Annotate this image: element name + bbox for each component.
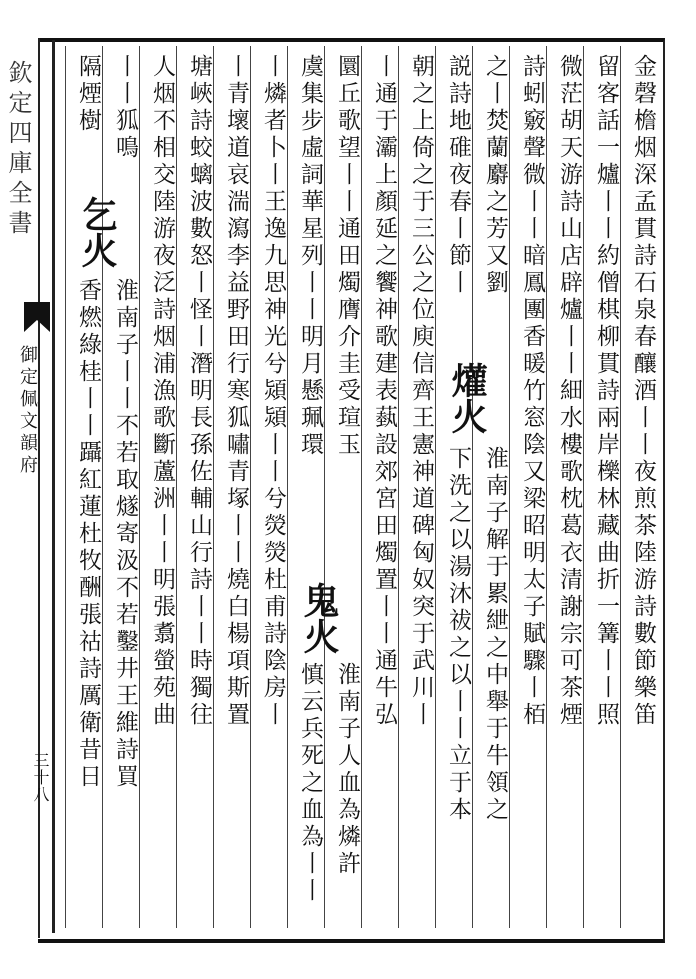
book-title: 御定佩文韻府 [17, 345, 38, 477]
column-text: 朝之上倚之于三公之位庾信齊王憲神道碑匈奴突于武川丨 [408, 54, 434, 729]
text-column [213, 46, 254, 928]
text-column [583, 46, 624, 928]
column-text: 丨燐者卜丨王逸九思神光兮熲熲丨丨兮熒熒杜甫詩陰房丨 [260, 54, 286, 729]
column-text: 下洗之以湯沐祓之以丨丨立于本 [445, 446, 471, 824]
column-text: 隔煙樹 [75, 54, 101, 135]
column-text: 圜丘歌望丨丨通田燭膺介圭受瑄玉 [334, 54, 360, 459]
column-text: 塘峽詩蛟螭波數怒丨怪丨潛明長孫佐輔山行詩丨丨時獨往 [186, 54, 212, 729]
column-text: 人烟不相交陸游夜泛詩烟浦漁歌斷蘆洲丨丨明張翥螢苑曲 [149, 54, 175, 729]
column-text: 慎云兵死之血為丨丨 [297, 662, 323, 905]
column-text: 留客話一爐丨丨約僧棋柳貫詩兩岸櫟林藏曲折一篝丨丨照 [593, 54, 619, 729]
text-column [361, 46, 402, 928]
column-text: 香燃綠桂丨丨躡紅蓮杜牧酬張祜詩厲衛昔日 [75, 278, 101, 791]
column-text: 金磬檐烟深孟貫詩石泉春釀酒丨丨夜煎茶陸游詩數節樂笛 [630, 54, 656, 729]
text-column [176, 46, 217, 928]
inner-margin-rule [52, 40, 55, 933]
entry-heading: 爟火 [446, 362, 488, 434]
column-text: 虞集步虛詞華星列丨丨明月懸珮環 [297, 54, 323, 459]
fish-tail-ornament-icon [22, 300, 52, 334]
column-text: 淮南子解于累紲之中舉于牛領之 [482, 446, 508, 824]
column-text: 之丨焚蘭麝之芳又劉 [482, 54, 508, 297]
text-column [620, 46, 661, 928]
left-border-rule [38, 38, 40, 938]
entry-heading: 乞火 [76, 196, 118, 268]
text-column [287, 46, 328, 928]
margin-header: 欽定四庫全書 [4, 60, 32, 240]
column-text: 淮南子人血為燐許 [334, 662, 360, 878]
entry-heading: 鬼火 [298, 582, 340, 654]
text-column [546, 46, 587, 928]
text-column [250, 46, 291, 928]
text-body [62, 46, 660, 928]
column-text: 丨丨狐鳴 [112, 54, 138, 162]
page-number: 三十八 [31, 752, 50, 803]
column-text: 淮南子丨丨不若取燧寄汲不若鑿井王維詩買 [112, 278, 138, 791]
column-text: 丨青壞道哀湍瀉李益野田行寒狐嘯青塚丨丨燒白楊項斯置 [223, 54, 249, 729]
text-column [398, 46, 439, 928]
text-column [509, 46, 550, 928]
text-column [435, 46, 476, 928]
column-text: 説詩地碓夜春丨節丨 [445, 54, 471, 297]
column-text: 丨通于灞上顏延之饗神歌建表蓺設郊宮田燭置丨丨通牛弘 [371, 54, 397, 729]
text-column [65, 46, 106, 928]
column-text: 詩蚓竅聲微丨丨暗鳳團香暖竹窓陰又梁昭明太子賦驟丨栢 [519, 54, 545, 729]
column-text: 微茫胡天游詩山店辟爐丨丨細水樓歌枕葛衣清謝宗可茶煙 [556, 54, 582, 729]
text-column [139, 46, 180, 928]
